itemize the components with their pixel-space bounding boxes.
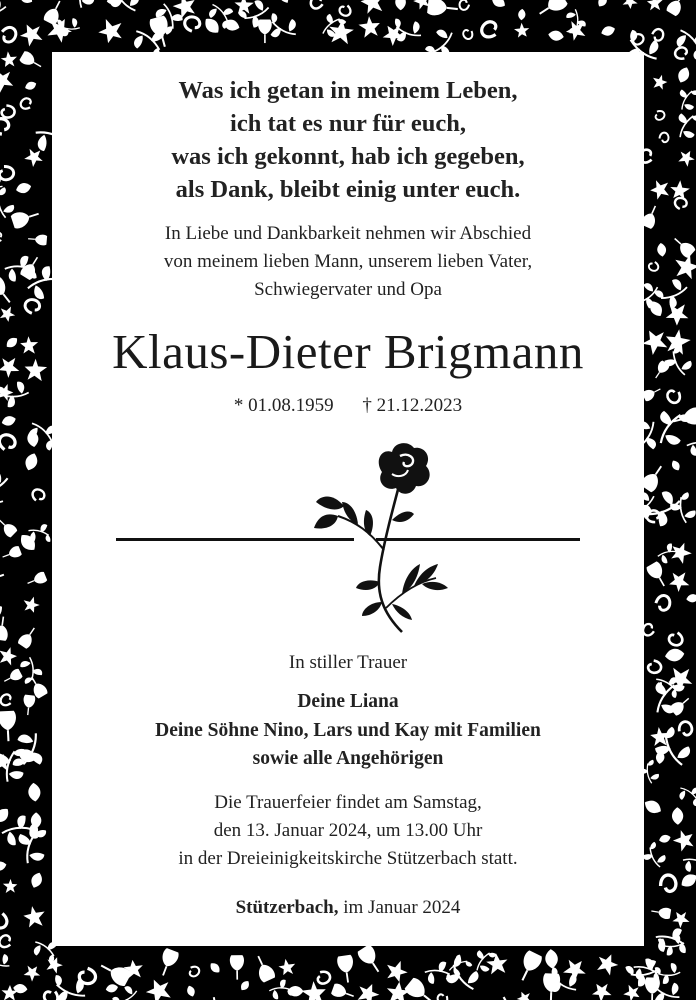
rose-icon bbox=[252, 432, 452, 637]
poem-line: als Dank, bleibt einig unter euch. bbox=[175, 176, 521, 203]
closing-place: Stützerbach, bbox=[235, 897, 339, 918]
funeral-line: in der Dreieinigkeitskirche Stützerbach statt. bbox=[178, 848, 518, 869]
mourner-line: sowie alle Angehörigen bbox=[252, 748, 444, 769]
poem-line: was ich gekonnt, hab ich gegeben, bbox=[171, 143, 525, 170]
intro-line: Schwiegervater und Opa bbox=[254, 279, 442, 300]
mourners-list bbox=[52, 688, 644, 774]
place-and-date bbox=[52, 895, 644, 921]
intro-line: In Liebe und Dankbarkeit nehmen wir Abschied bbox=[164, 223, 532, 244]
memorial-poem bbox=[52, 74, 644, 206]
funeral-notice bbox=[52, 789, 644, 873]
poem-line: ich tat es nur für euch, bbox=[230, 110, 466, 137]
intro-line: von meinem lieben Mann, unserem lieben Vater, bbox=[163, 251, 533, 272]
mourner-line: Deine Söhne Nino, Lars und Kay mit Familien bbox=[155, 719, 541, 741]
obituary-card bbox=[52, 52, 644, 946]
death-date: † 21.12.2023 bbox=[362, 395, 463, 416]
birth-date: * 01.08.1959 bbox=[233, 395, 334, 416]
funeral-line: den 13. Januar 2024, um 13.00 Uhr bbox=[213, 820, 483, 841]
funeral-line: Die Trauerfeier findet am Samstag, bbox=[214, 792, 482, 813]
farewell-intro bbox=[52, 220, 644, 304]
mourning-label: In stiller Trauer bbox=[288, 652, 408, 673]
mourner-line: Deine Liana bbox=[297, 691, 399, 712]
closing-date: im Januar 2024 bbox=[343, 897, 461, 918]
deceased-name: Klaus-Dieter Brigmann bbox=[112, 324, 584, 379]
life-dates bbox=[52, 393, 644, 419]
poem-line: Was ich getan in meinem Leben, bbox=[178, 77, 518, 104]
